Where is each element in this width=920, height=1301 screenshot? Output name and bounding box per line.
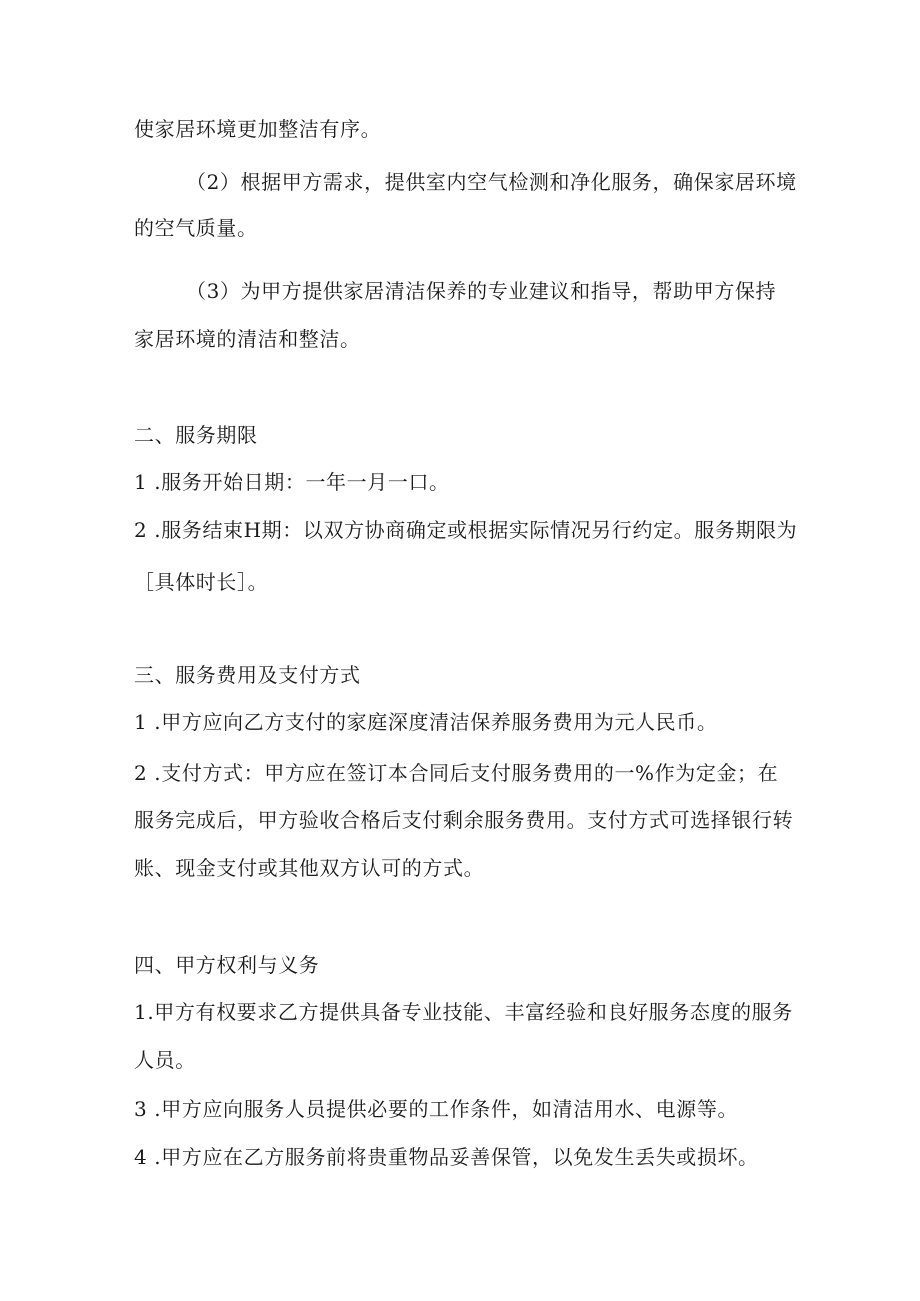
text-line: 使家居环境更加整洁有序。 bbox=[134, 117, 382, 141]
text-line: 家居环境的清洁和整洁。 bbox=[134, 327, 361, 351]
text-line: 的空气质量。 bbox=[134, 216, 258, 240]
text-line: 服务完成后，甲方验收合格后支付剩余服务费用。支付方式可选择银行转 bbox=[134, 808, 794, 832]
text-line: 3 .甲方应向服务人员提供必要的工作条件，如清洁用水、电源等。 bbox=[134, 1097, 739, 1121]
text-line: 1.甲方有权要求乙方提供具备专业技能、丰富经验和良好服务态度的服务 bbox=[134, 1000, 793, 1024]
section-heading: 三、服务费用及支付方式 bbox=[134, 663, 361, 687]
text-line: 1 .甲方应向乙方支付的家庭深度清洁保养服务费用为元人民币。 bbox=[134, 710, 718, 734]
text-line: （2）根据甲方需求，提供室内空气检测和净化服务，确保家居环境 bbox=[186, 170, 797, 194]
section-heading: 四、甲方权利与义务 bbox=[134, 953, 320, 977]
text-line: 人员。 bbox=[134, 1048, 196, 1072]
text-line: 1 .服务开始日期：一年一月一口。 bbox=[134, 470, 450, 494]
text-line: 账、现金支付或其他双方认可的方式。 bbox=[134, 856, 485, 880]
text-line: 2 .服务结束H期：以双方协商确定或根据实际情况另行约定。服务期限为 bbox=[134, 518, 798, 542]
text-line: ［具体时长］。 bbox=[134, 570, 269, 594]
text-line: 4 .甲方应在乙方服务前将贵重物品妥善保管，以免发生丢失或损坏。 bbox=[134, 1145, 759, 1169]
section-heading: 二、服务期限 bbox=[134, 423, 258, 447]
text-line: （3）为甲方提供家居清洁保养的专业建议和指导，帮助甲方保持 bbox=[186, 279, 777, 303]
text-line: 2 .支付方式：甲方应在签订本合同后支付服务费用的一%作为定金；在 bbox=[134, 761, 779, 785]
